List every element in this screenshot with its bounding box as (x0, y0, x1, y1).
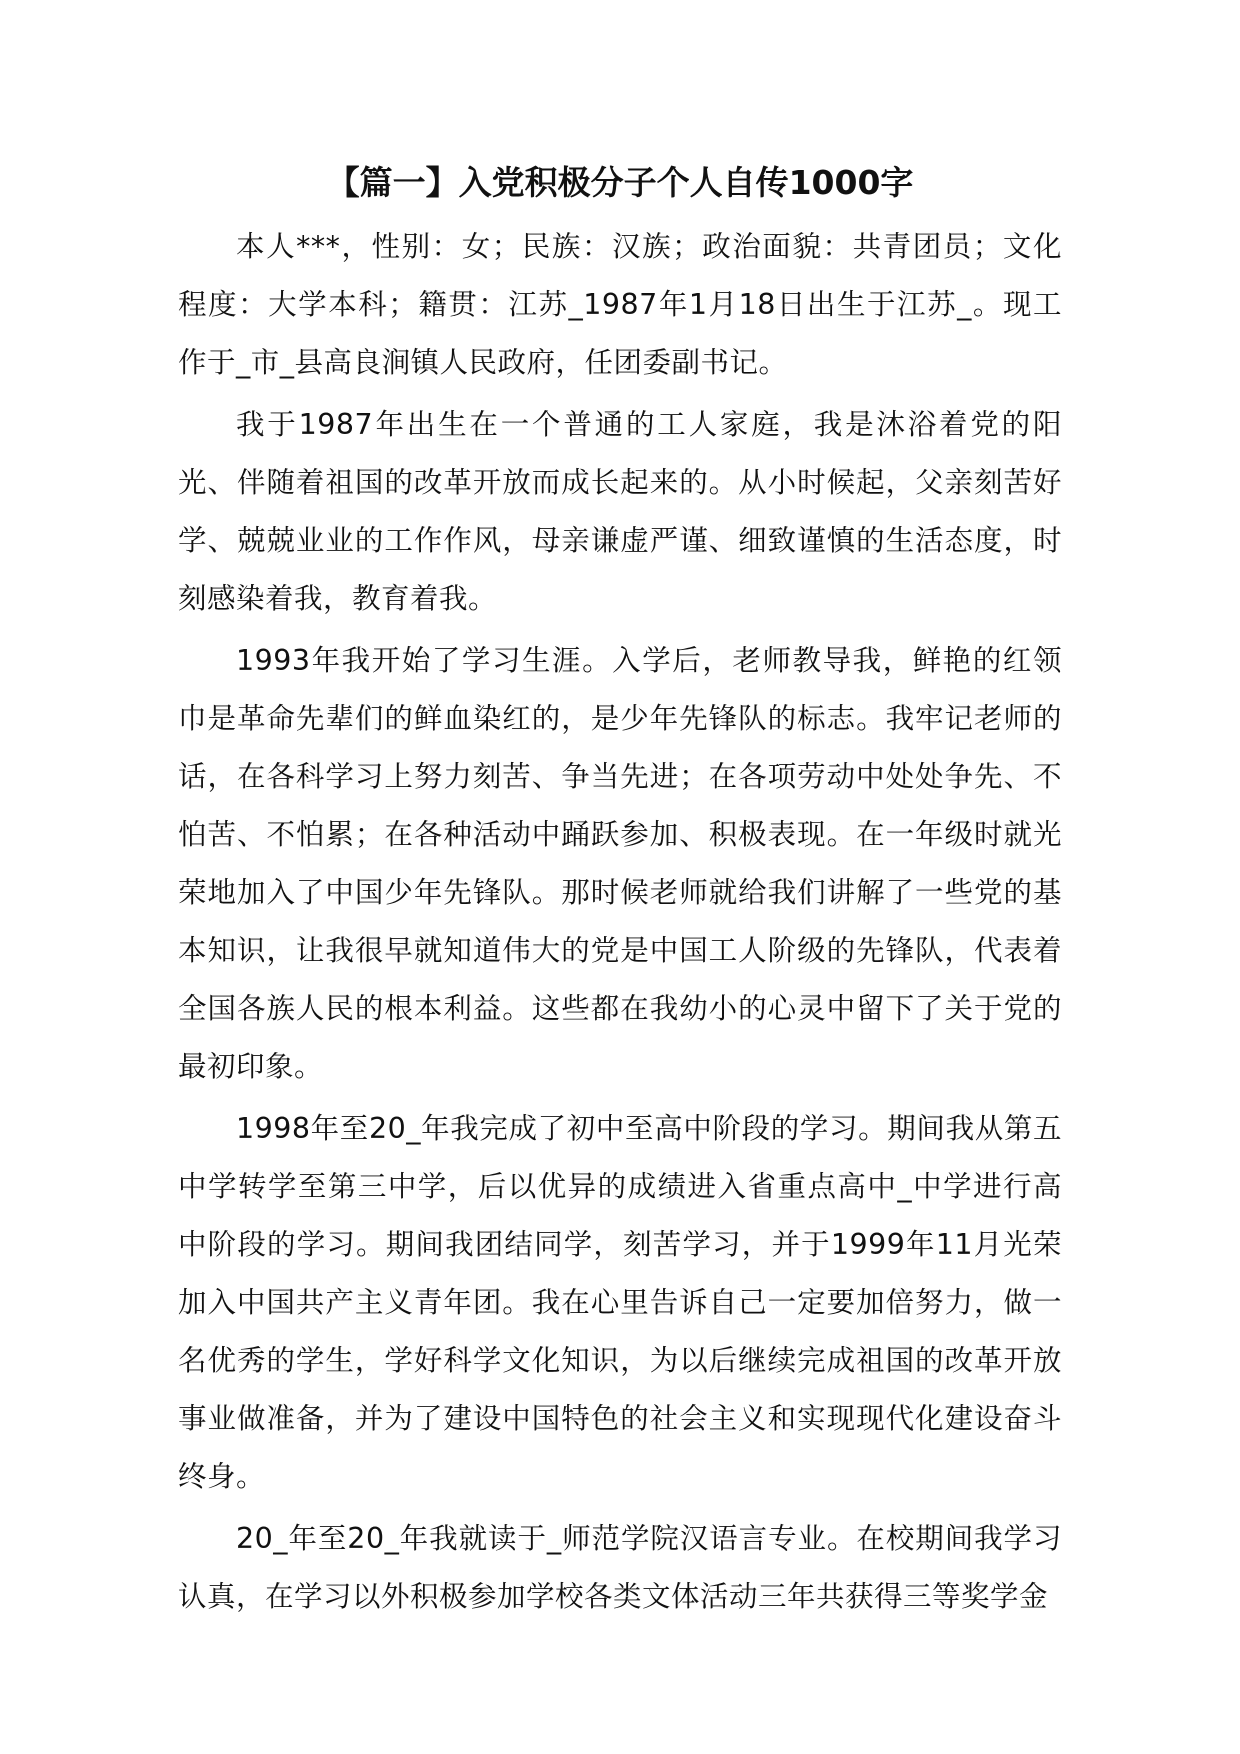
paragraph-personal-info: 本人***，性别：女；民族：汉族；政治面貌：共青团员；文化程度：大学本科；籍贯：江苏_1987年1月18日出生于江苏_。现工作于_市_县高良涧镇人民政府，任团委副书记。 (178, 230, 1062, 379)
paragraph-middle-high-school: 1998年至20_年我完成了初中至高中阶段的学习。期间我从第五中学转学至第三中学，后以优异的成绩进入省重点高中_中学进行高中阶段的学习。期间我团结同学，刻苦学习，并于1999年11月光荣加入中国共产主义青年团。我在心里告诉自己一定要加倍努力，做一名优秀的学生，学好科学文化知识，为以后继续完成祖国的改革开放事业做准备，并为了建设中国特色的社会主义和实现现代化建设奋斗终身。 (178, 1112, 1062, 1493)
paragraph-primary-school: 1993年我开始了学习生涯。入学后，老师教导我，鲜艳的红领巾是革命先辈们的鲜血染红的，是少年先锋队的标志。我牢记老师的话，在各科学习上努力刻苦、争当先进；在各项劳动中处处争先、不怕苦、不怕累；在各种活动中踊跃参加、积极表现。在一年级时就光荣地加入了中国少年先锋队。那时候老师就给我们讲解了一些党的基本知识，让我很早就知道伟大的党是中国工人阶级的先锋队，代表着全国各族人民的根本利益。这些都在我幼小的心灵中留下了关于党的最初印象。 (178, 644, 1062, 1083)
document-title: 【篇一】入党积极分子个人自传1000字 (326, 163, 914, 202)
paragraph-family-background: 我于1987年出生在一个普通的工人家庭，我是沐浴着党的阳光、伴随着祖国的改革开放而成长起来的。从小时候起，父亲刻苦好学、兢兢业业的工作作风，母亲谦虚严谨、细致谨慎的生活态度，时刻感染着我，教育着我。 (178, 408, 1062, 615)
paragraph-college: 20_年至20_年我就读于_师范学院汉语言专业。在校期间我学习认真，在学习以外积极参加学校各类文体活动三年共获得三等奖学金 (178, 1522, 1062, 1613)
document-body (178, 218, 1062, 1630)
